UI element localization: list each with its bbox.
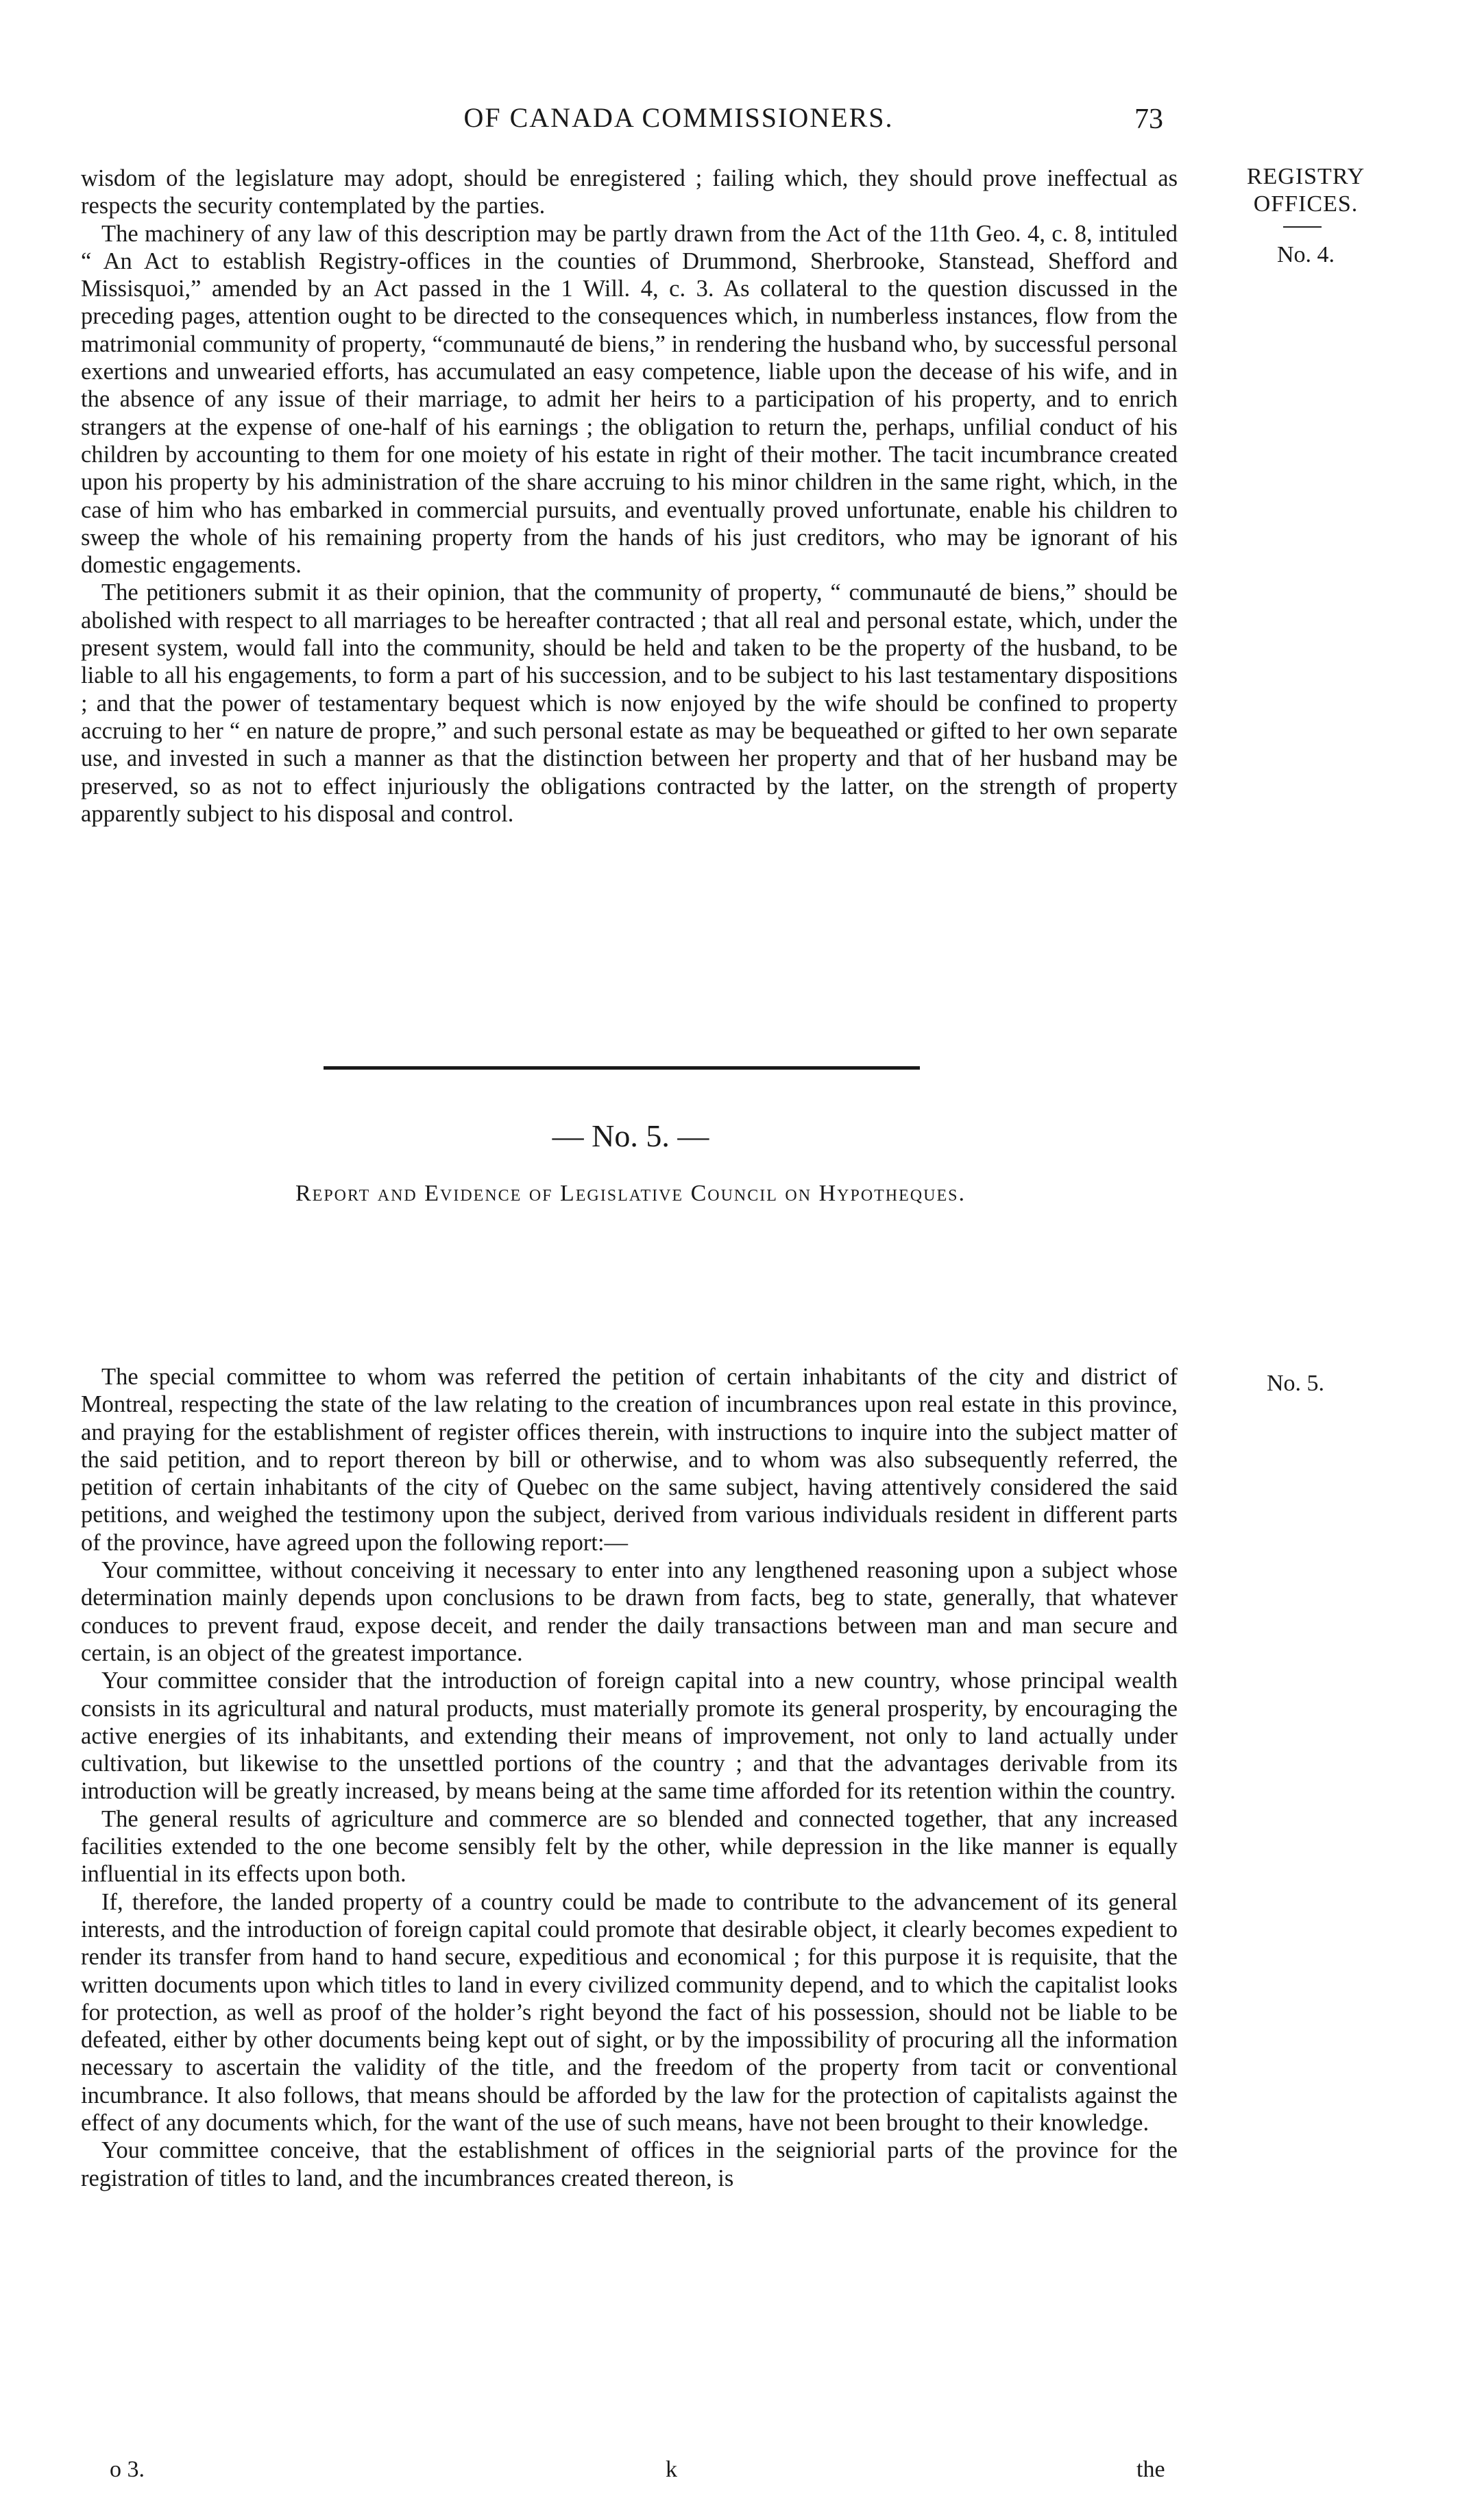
paragraph: If, therefore, the landed property of a country could be made to contribute to the advancement of its general interests, and the introduction of foreign capital could promote that desirable object, it clearly becomes expedient to render its transfer from hand to hand secure, expeditious and economical ; for this purpose it is requisite, that the written documents upon which titles to land in every civilized community depend, and to which the capitalist looks for protection, as well as proof of the holder’s right beyond the fact of his possession, should not be liable to be defeated, either by other documents being kept out of sight, or by the impossibility of procuring all the information necessary to ascertain the validity of the title, and the freedom of the property from tacit or conventional incumbrance. It also follows, that means should be afforded by the law for the protection of capitalists against the effect of any documents which, for the want of the use of such means, have not been brought to their knowledge. — [81, 1888, 1178, 2137]
paragraph: The machinery of any law of this description may be partly drawn from the Act of the 11th Geo. 4, c. 8, intituled “ An Act to establish Registry-offices in the counties of Drummond, Sherbrooke, Stanstead, Shefford and Missisquoi,” amended by an Act passed in the 1 Will. 4, c. 3. As collateral to the question discussed in the preceding pages, attention ought to be directed to the consequences which, in numberless instances, flow from the matrimonial community of property, “communauté de biens,” in rendering the husband who, by successful personal exertions and unwearied efforts, has accumulated an easy competence, liable upon the decease of his wife, and in the absence of any issue of their marriage, to admit her heirs to a participation of his property, and to enrich strangers at the expense of one-half of his earnings ; the obligation to return the, perhaps, unfilial conduct of his children by accounting to them for one moiety of his estate in right of their mother. The tacit incumbrance created upon his property by his administration of the share accruing to his minor children in the same right, which, in the case of him who has embarked in commercial pursuits, and eventually proved unfortunate, enable his children to sweep the whole of his remaining property from the hands of his just creditors, who may be ignorant of his domestic engagements. — [81, 220, 1178, 579]
section-number: — No. 5. — — [552, 1118, 709, 1153]
margin-note-no4: No. 4. — [1276, 242, 1335, 267]
margin-note-registry-offices: REGISTRY OFFICES. — [1246, 164, 1365, 217]
paragraph: Your committee conceive, that the establishment of offices in the seigniorial parts of the province for the registration of titles to land, and the incumbrances created thereon, is — [81, 2137, 1178, 2191]
footer-mark: k — [666, 2457, 677, 2482]
section-no5-text — [81, 1363, 1178, 2192]
paragraph: The special committee to whom was referred the petition of certain inhabitants of the city and district of Montreal, respecting the state of the law relating to the creation of incumbrances upon real estate in this province, and praying for the establishment of register offices therein, with instructions to inquire into the subject matter of the said petition, and to report thereon by bill or otherwise, and to whom was also subsequently referred, the petition of certain inhabitants of the city of Quebec on the same subject, having attentively considered the said petitions, and weighed the testimony upon the subject, derived from various individuals resident in different parts of the province, have agreed upon the following report:— — [81, 1364, 1178, 1556]
section-no4-text — [81, 165, 1178, 828]
margin-note-no5: No. 5. — [1266, 1371, 1325, 1396]
page-number: 73 — [1134, 104, 1163, 135]
paragraph: wisdom of the legislature may adopt, should be enregistered ; failing which, they should prove ineffectual as respects the security contemplated by the parties. — [81, 165, 1178, 219]
catchword: the — [1136, 2457, 1165, 2482]
margin-note-divider — [1283, 226, 1322, 228]
section-divider-rule — [324, 1066, 920, 1070]
running-title: OF CANADA COMMISSIONERS. — [463, 102, 894, 133]
page-footer — [81, 2457, 1178, 2487]
signature-mark: o 3. — [110, 2457, 145, 2482]
paragraph: Your committee consider that the introduction of foreign capital into a new country, whose principal wealth consists in its agricultural and natural products, must materially promote its general prosperity, by encouraging the active energies of its inhabitants, and extending their means of improvement, not only to land actually under cultivation, but likewise to the unsettled portions of the country ; and that the advantages derivable from its introduction will be greatly increased, by means being at the same time afforded for its retention within the country. — [81, 1668, 1178, 1805]
paragraph: The petitioners submit it as their opinion, that the community of property, “ communauté de biens,” should be abolished with respect to all marriages to be hereafter contracted ; that all real and personal estate, which, under the present system, would fall into the community, should be held and taken to be the property of the husband, to be liable to all his engagements, to form a part of his succession, and to be subject to his last testamentary dispositions ; and that the power of testamentary bequest which is now enjoyed by the wife should be confined to property accruing to her “ en nature de propre,” and such personal estate as may be bequeathed or gifted to her own separate use, and invested in such a manner as that the distinction between her property and that of her husband may be preserved, so as not to effect injuriously the obligations contracted by the latter, on the strength of property apparently subject to his disposal and control. — [81, 579, 1178, 827]
paragraph: Your committee, without conceiving it necessary to enter into any lengthened reasoning upon a subject whose determination mainly depends upon conclusions to be drawn from facts, beg to state, generally, that whatever conduces to prevent fraud, expose deceit, and render the daily transactions between man and man secure and certain, is an object of the greatest importance. — [81, 1557, 1178, 1666]
section-title: Report and Evidence of Legislative Council on Hypotheques. — [295, 1181, 966, 1206]
paragraph: The general results of agriculture and commerce are so blended and connected together, that any increased facilities extended to the one become sensibly felt by the other, while depression in the like manner is equally influential in its effects upon both. — [81, 1805, 1178, 1888]
